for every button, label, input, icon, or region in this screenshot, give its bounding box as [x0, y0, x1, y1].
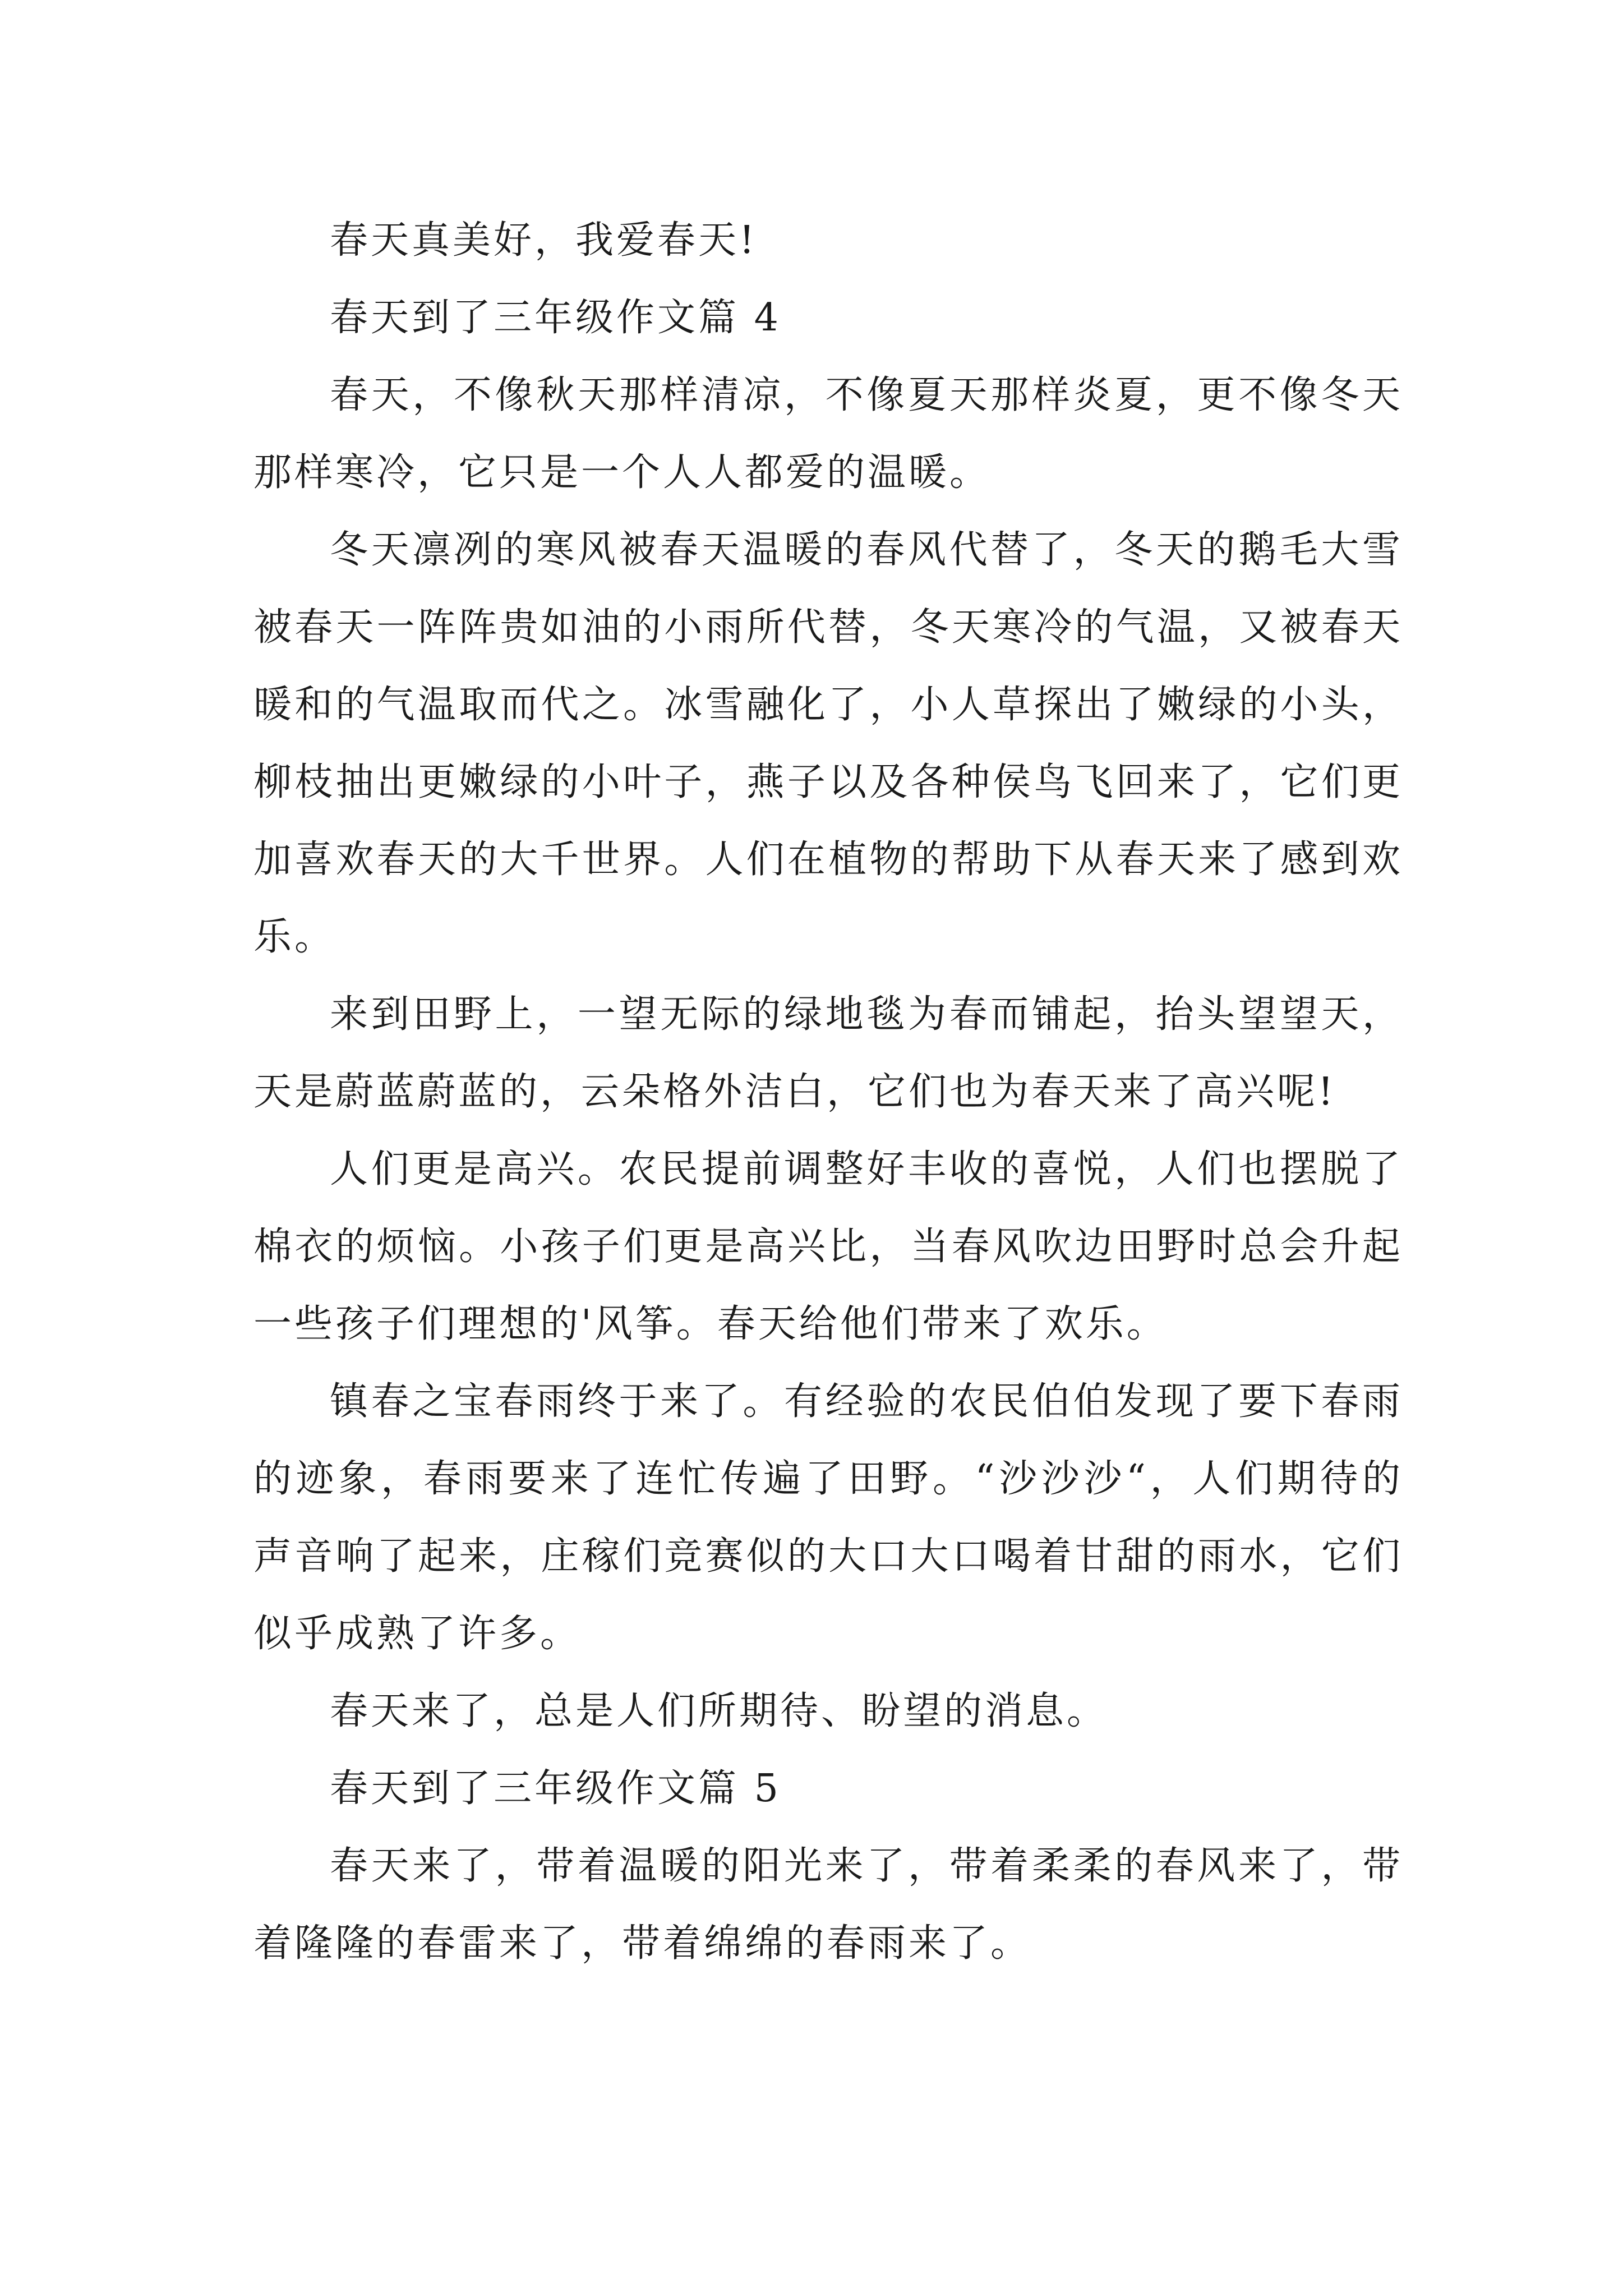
paragraph: 人们更是高兴。农民提前调整好丰收的喜悦，人们也摆脱了棉衣的烦恼。小孩子们更是高兴比，当春风吹边田野时总会升起一些孩子们理想的'风筝。春天给他们带来了欢乐。 [253, 1147, 1403, 1346]
paragraph: 来到田野上，一望无际的绿地毯为春而铺起，抬头望望天，天是蔚蓝蔚蓝的，云朵格外洁白，它们也为春天来了高兴呢! [253, 992, 1403, 1114]
paragraph: 冬天凛冽的寒风被春天温暖的春风代替了，冬天的鹅毛大雪被春天一阵阵贵如油的小雨所代替，冬天寒冷的气温，又被春天暖和的气温取而代之。冰雪融化了，小人草探出了嫩绿的小头，柳枝抽出更嫩绿的小叶子，燕子以及各种侯鸟飞回来了，它们更加喜欢春天的大千世界。人们在植物的帮助下从春天来了感到欢乐。 [253, 528, 1403, 959]
paragraph: 春天真美好，我爱春天! [330, 218, 758, 263]
section-heading: 春天到了三年级作文篇 5 [330, 1766, 781, 1811]
document-body [253, 202, 1403, 1982]
paragraph: 春天来了，总是人们所期待、盼望的消息。 [330, 1689, 1108, 1733]
paragraph: 镇春之宝春雨终于来了。有经验的农民伯伯发现了要下春雨的迹象，春雨要来了连忙传遍了田野。“沙沙沙“，人们期待的声音响了起来，庄稼们竞赛似的大口大口喝着甘甜的雨水，它们似乎成熟了许多。 [253, 1379, 1403, 1656]
paragraph: 春天，不像秋天那样清凉，不像夏天那样炎夏，更不像冬天那样寒冷，它只是一个人人都爱的温暖。 [253, 373, 1403, 495]
paragraph: 春天来了，带着温暖的阳光来了，带着柔柔的春风来了，带着隆隆的春雷来了，带着绵绵的春雨来了。 [253, 1844, 1403, 1966]
section-heading: 春天到了三年级作文篇 4 [330, 296, 781, 340]
